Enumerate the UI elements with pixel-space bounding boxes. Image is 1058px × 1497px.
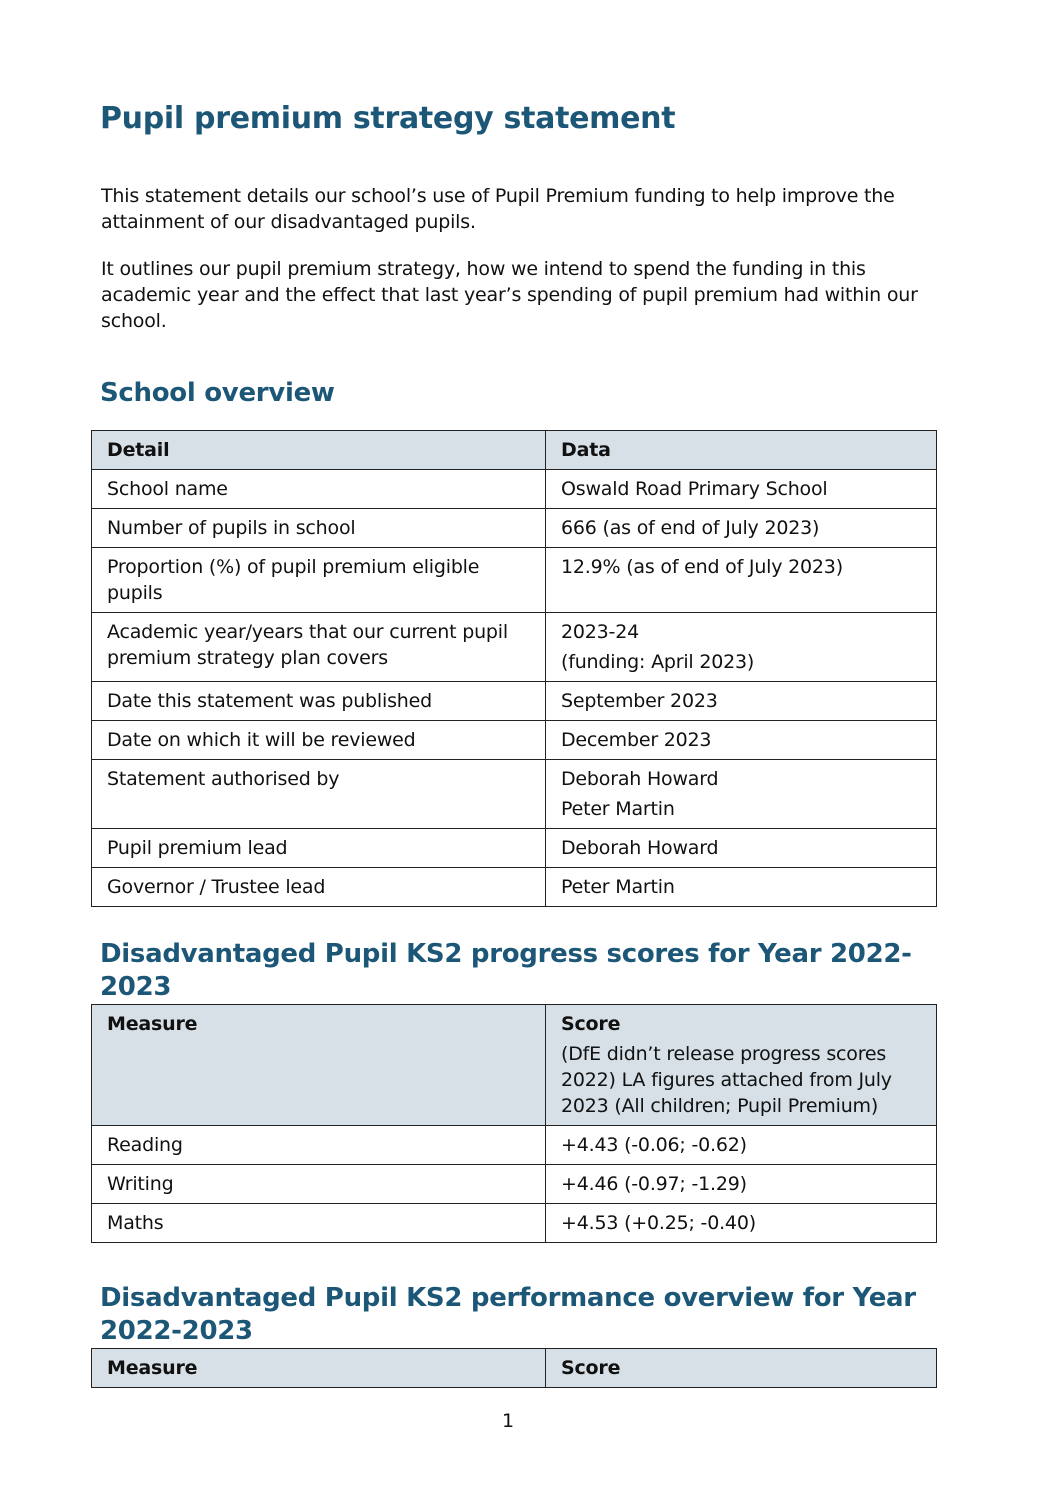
score-cell: +4.53 (+0.25; -0.40) (546, 1204, 937, 1243)
table-row (92, 868, 937, 907)
detail-cell: Date this statement was published (92, 682, 546, 721)
data-cell: Peter Martin (546, 868, 937, 907)
detail-cell: Academic year/years that our current pupil premium strategy plan covers (92, 613, 546, 682)
data-cell (546, 760, 937, 829)
data-cell: December 2023 (546, 721, 937, 760)
detail-cell: Proportion (%) of pupil premium eligible pupils (92, 548, 546, 613)
detail-cell: Number of pupils in school (92, 509, 546, 548)
data-cell: 666 (as of end of July 2023) (546, 509, 937, 548)
column-header: Detail (92, 431, 546, 470)
measure-cell: Maths (92, 1204, 546, 1243)
table-row (92, 760, 937, 829)
page-number: 1 (501, 1410, 515, 1432)
column-header: Measure (92, 1349, 546, 1388)
data-cell: Oswald Road Primary School (546, 470, 937, 509)
data-line: Deborah Howard (561, 768, 719, 790)
data-line: Peter Martin (561, 798, 675, 820)
progress-scores-table (91, 1004, 937, 1243)
data-cell (546, 613, 937, 682)
table-row (92, 1165, 937, 1204)
detail-cell: Statement authorised by (92, 760, 546, 829)
intro-paragraph-1: This statement details our school’s use of Pupil Premium funding to help improve the attainment of our disadvantaged pupils. (101, 185, 895, 233)
column-header: Score (546, 1349, 937, 1388)
table-header-row (92, 1005, 937, 1126)
data-line: 2023-24 (561, 621, 639, 643)
school-overview-heading: School overview (100, 378, 335, 408)
intro-paragraph-2: It outlines our pupil premium strategy, how we intend to spend the funding in this academic year and the effect that last year’s spending of pupil premium had within our school. (101, 258, 918, 332)
performance-overview-table (91, 1348, 937, 1388)
table-row (92, 548, 937, 613)
table-row (92, 829, 937, 868)
column-header: Data (546, 431, 937, 470)
page-title: Pupil premium strategy statement (100, 101, 676, 136)
performance-heading: Disadvantaged Pupil KS2 performance overview for Year 2022-2023 (100, 1283, 916, 1346)
measure-cell: Reading (92, 1126, 546, 1165)
table-row (92, 721, 937, 760)
data-cell: Deborah Howard (546, 829, 937, 868)
score-cell: +4.46 (-0.97; -1.29) (546, 1165, 937, 1204)
table-header-row (92, 1349, 937, 1388)
data-line: (funding: April 2023) (561, 651, 755, 673)
column-header: Measure (92, 1005, 546, 1126)
table-header-row (92, 431, 937, 470)
table-row (92, 682, 937, 721)
table-row (92, 509, 937, 548)
data-cell: 12.9% (as of end of July 2023) (546, 548, 937, 613)
measure-cell: Writing (92, 1165, 546, 1204)
data-cell: September 2023 (546, 682, 937, 721)
column-header (546, 1005, 937, 1126)
score-header-label: Score (561, 1013, 621, 1035)
progress-heading: Disadvantaged Pupil KS2 progress scores for Year 2022-2023 (100, 939, 912, 1002)
table-row (92, 470, 937, 509)
detail-cell: Date on which it will be reviewed (92, 721, 546, 760)
table-row (92, 1204, 937, 1243)
score-header-note: (DfE didn’t release progress scores 2022) LA figures attached from July 2023 (All children; Pupil Premium) (561, 1043, 892, 1117)
table-row (92, 613, 937, 682)
detail-cell: Pupil premium lead (92, 829, 546, 868)
detail-cell: Governor / Trustee lead (92, 868, 546, 907)
detail-cell: School name (92, 470, 546, 509)
score-cell: +4.43 (-0.06; -0.62) (546, 1126, 937, 1165)
table-row (92, 1126, 937, 1165)
school-overview-table (91, 430, 937, 907)
